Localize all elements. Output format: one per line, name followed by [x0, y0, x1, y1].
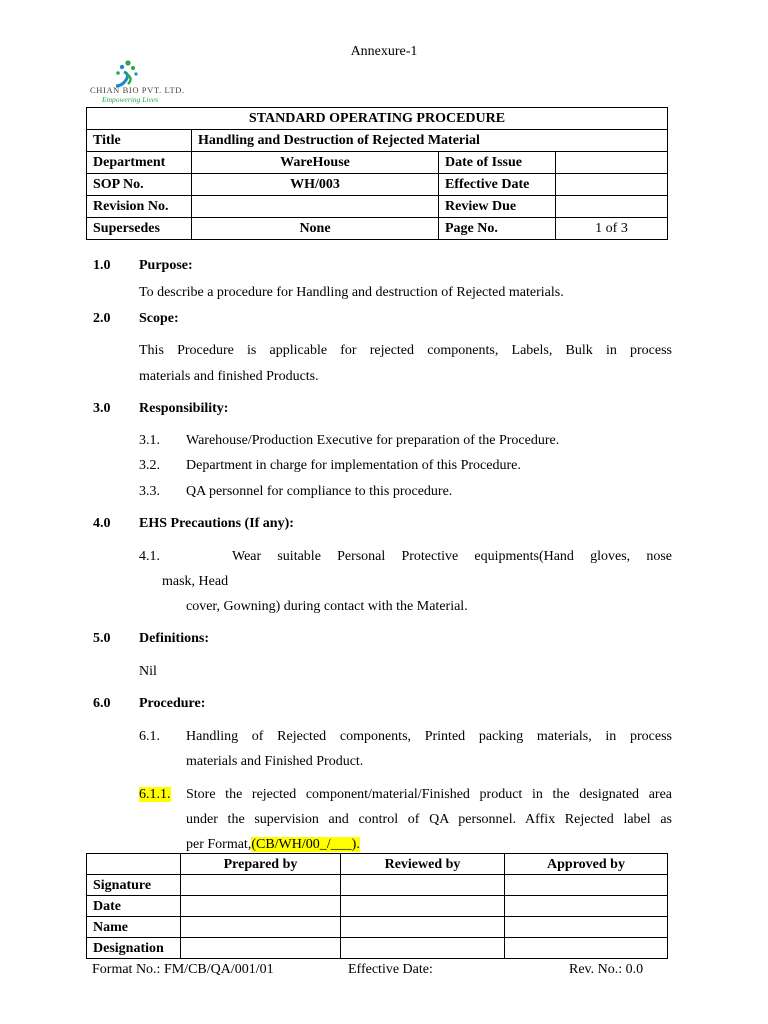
review-due-label: Review Due [439, 196, 556, 218]
approved-name-cell[interactable] [505, 917, 668, 938]
page-no-value: 1 of 3 [556, 218, 668, 240]
procedure-6-1-1-line3 [186, 835, 360, 855]
ehs-text-line3: cover, Gowning) during contact with the Material. [186, 599, 468, 614]
prepared-designation-cell[interactable] [181, 938, 341, 959]
approved-signature-cell[interactable] [505, 875, 668, 896]
designation-row-label: Designation [87, 938, 181, 959]
subsection-number: 4.1. [139, 549, 160, 564]
procedure-6-1-1-line2: under the supervision and control of QA personnel. Affix Rejected label as [186, 812, 672, 827]
page-no-label: Page No. [439, 218, 556, 240]
prepared-signature-cell[interactable] [181, 875, 341, 896]
sop-no-value: WH/003 [192, 174, 439, 196]
ehs-text-line1: Wear suitable Personal Protective equipments(Hand gloves, nose [232, 549, 672, 564]
format-code-highlight: (CB/WH/00_/___). [251, 837, 360, 852]
reviewed-name-cell[interactable] [341, 917, 505, 938]
subsection-number: 3.2. [139, 458, 160, 473]
effective-date-value [556, 174, 668, 196]
footer-format-no: Format No.: FM/CB/QA/001/01 [92, 962, 274, 977]
responsibility-item-1: Warehouse/Production Executive for preparation of the Procedure. [186, 433, 560, 448]
logo-mark-icon [88, 58, 212, 104]
reviewed-by-header: Reviewed by [341, 854, 505, 875]
footer-rev-no: Rev. No.: 0.0 [569, 962, 644, 977]
section-number: 6.0 [93, 696, 111, 711]
revision-no-label: Revision No. [87, 196, 192, 218]
footer-effective-date: Effective Date: [348, 962, 433, 977]
subsection-number: 3.3. [139, 484, 160, 499]
revision-no-value [192, 196, 439, 218]
date-row-label: Date [87, 896, 181, 917]
signature-row-label: Signature [87, 875, 181, 896]
date-of-issue-value [556, 152, 668, 174]
reviewed-date-cell[interactable] [341, 896, 505, 917]
logo-company-text: CHIAN BIO PVT. LTD. [90, 85, 185, 95]
section-number: 3.0 [93, 401, 111, 416]
approved-date-cell[interactable] [505, 896, 668, 917]
responsibility-item-3: QA personnel for compliance to this procedure. [186, 484, 453, 499]
scope-text-line1: This Procedure is applicable for rejected components, Labels, Bulk in process [139, 343, 672, 358]
department-value: WareHouse [192, 152, 439, 174]
title-label: Title [87, 130, 192, 152]
scope-text-line2: materials and finished Products. [139, 369, 319, 384]
section-title-purpose: Purpose: [139, 258, 193, 273]
company-logo [88, 58, 212, 104]
date-of-issue-label: Date of Issue [439, 152, 556, 174]
ehs-text-line2: mask, Head [162, 574, 229, 589]
logo-tagline-text: Empowering Lives [102, 95, 159, 104]
supersedes-value: None [192, 218, 439, 240]
supersedes-label: Supersedes [87, 218, 192, 240]
procedure-6-1-line1: Handling of Rejected components, Printed packing materials, in process [186, 729, 672, 744]
prepared-date-cell[interactable] [181, 896, 341, 917]
sop-heading: STANDARD OPERATING PROCEDURE [87, 108, 668, 130]
reviewed-signature-cell[interactable] [341, 875, 505, 896]
name-row-label: Name [87, 917, 181, 938]
signature-table [86, 853, 668, 959]
procedure-6-1-line2: materials and Finished Product. [186, 754, 364, 769]
approved-designation-cell[interactable] [505, 938, 668, 959]
section-title-procedure: Procedure: [139, 696, 206, 711]
title-value: Handling and Destruction of Rejected Material [192, 130, 668, 152]
empty-header-cell [87, 854, 181, 875]
review-due-value [556, 196, 668, 218]
section-number: 5.0 [93, 631, 111, 646]
annexure-label: Annexure-1 [350, 44, 418, 59]
subsection-number: 6.1. [139, 729, 160, 744]
section-number: 2.0 [93, 311, 111, 326]
section-number: 1.0 [93, 258, 111, 273]
sop-header-table [86, 107, 668, 240]
approved-by-header: Approved by [505, 854, 668, 875]
responsibility-item-2: Department in charge for implementation of this Procedure. [186, 458, 521, 473]
prepared-by-header: Prepared by [181, 854, 341, 875]
prepared-name-cell[interactable] [181, 917, 341, 938]
section-title-scope: Scope: [139, 311, 179, 326]
reviewed-designation-cell[interactable] [341, 938, 505, 959]
definitions-text: Nil [139, 664, 157, 679]
section-number: 4.0 [93, 516, 111, 531]
section-title-responsibility: Responsibility: [139, 401, 229, 416]
purpose-text: To describe a procedure for Handling and destruction of Rejected materials. [139, 285, 564, 300]
subsection-number: 3.1. [139, 433, 160, 448]
section-title-ehs: EHS Precautions (If any): [139, 516, 294, 531]
effective-date-label: Effective Date [439, 174, 556, 196]
sop-no-label: SOP No. [87, 174, 192, 196]
highlighted-number: 6.1.1. [139, 787, 171, 802]
subsection-number-highlighted [139, 785, 171, 805]
format-prefix: per Format, [186, 837, 252, 852]
department-label: Department [87, 152, 192, 174]
section-title-definitions: Definitions: [139, 631, 209, 646]
procedure-6-1-1-line1: Store the rejected component/material/Finished product in the designated area [186, 787, 672, 802]
